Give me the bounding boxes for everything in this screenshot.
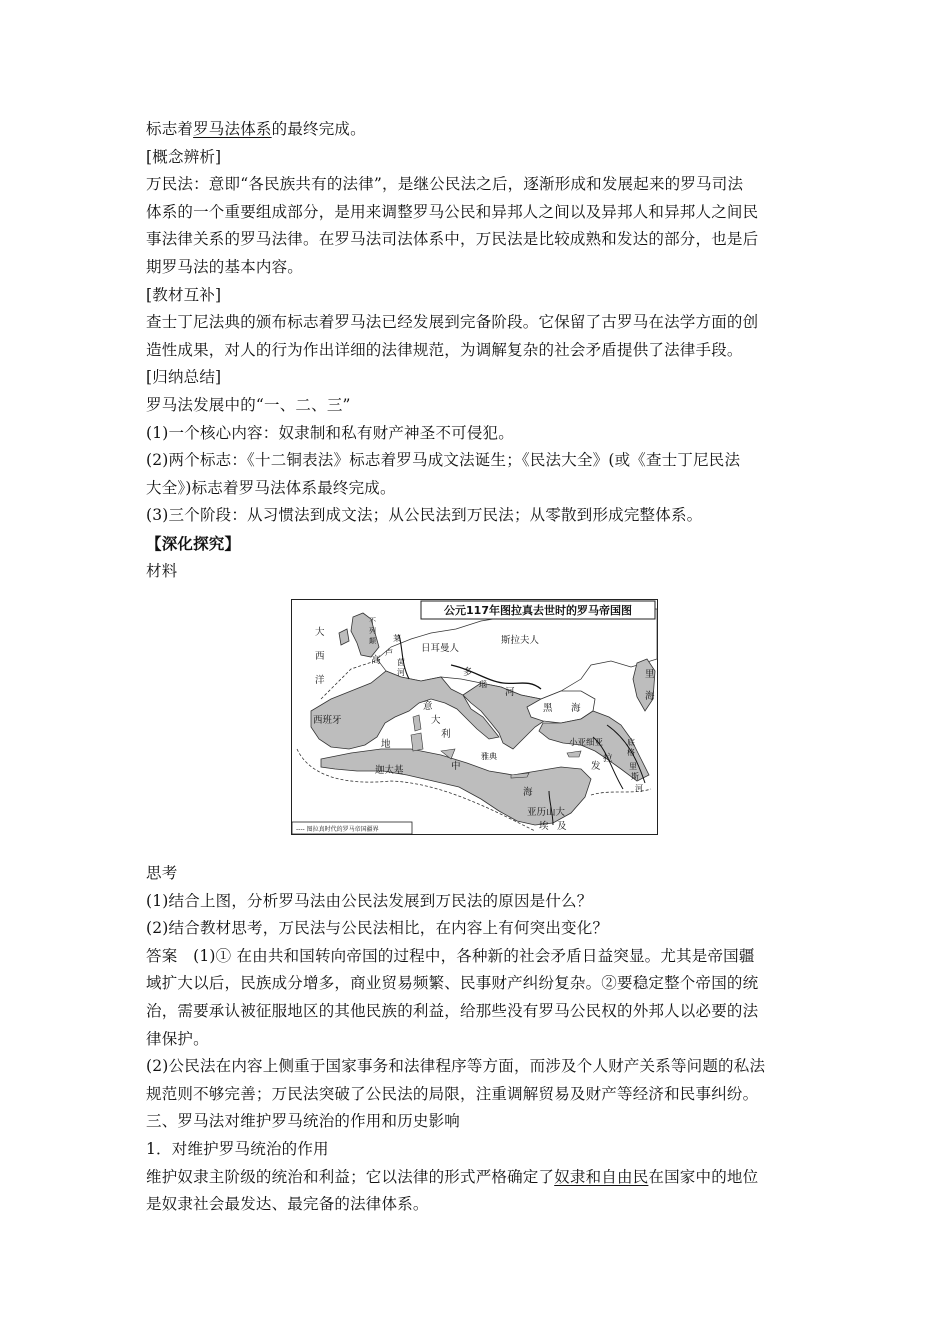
- label-li-caspian: 里: [645, 669, 655, 680]
- label-xi: 西: [315, 651, 325, 662]
- underlined-term: 罗马法体系: [193, 120, 272, 138]
- label-lie: 列: [369, 627, 376, 635]
- label-hai-caspian: 海: [645, 691, 655, 702]
- label-nao: 瑙: [479, 680, 487, 689]
- text-span: 标志着: [146, 120, 194, 138]
- map-title: 公元117年图拉真去世时的罗马帝国图: [444, 604, 632, 617]
- text-line: (1)一个核心内容：奴隶制和私有财产神圣不可侵犯。: [146, 423, 514, 442]
- label-he-rhine: 河: [397, 668, 405, 677]
- label-silafuren: 斯拉夫人: [501, 635, 540, 646]
- question-1: (1)结合上图，分析罗马法由公民法发展到万民法的原因是什么？: [146, 891, 593, 910]
- label-lai: 莱: [393, 634, 401, 643]
- map-svg: [291, 599, 658, 835]
- label-bu: 不: [369, 617, 376, 625]
- answer-line: 规范则不够完善；万民法突破了公民法的局限，注重调解贸易及财产等经济和民事纠纷。: [146, 1084, 759, 1103]
- label-di: 地: [381, 739, 391, 750]
- answer-line: 治，需要承认被征服地区的其他民族的利益，给那些没有罗马公民权的外邦人以必要的法: [146, 1002, 759, 1021]
- label-da: 大: [315, 627, 325, 638]
- label-yadian: 雅典: [481, 752, 497, 761]
- text-line: 查士丁尼法典的颁布标志着罗马法已经发展到完备阶段。它保留了古罗马在法学方面的创: [146, 313, 759, 332]
- text-line: 大全》)标志着罗马法体系最终完成。: [146, 478, 396, 497]
- label-ji: 及: [557, 821, 567, 832]
- section-heading-deep: 【深化探究】: [146, 533, 241, 553]
- label-yang: 洋: [315, 675, 325, 686]
- text-line: 造性成果，对人的行为作出详细的法律规范，为调解复杂的社会矛盾提供了法律手段。: [146, 340, 743, 359]
- label-he-danube: 河: [505, 687, 515, 698]
- label-hai-black: 海: [571, 703, 581, 714]
- label-di-tigris: 底: [627, 738, 635, 747]
- question-2: (2)结合教材思考，万民法与公民法相比，在内容上有何突出变化？: [146, 919, 609, 938]
- sardinia: [411, 733, 423, 751]
- text-line: (3)三个阶段：从习惯法到成文法；从公民法到万民法；从零散到形成完整体系。: [146, 506, 703, 525]
- label-xiaoyaxiya: 小亚细亚: [569, 738, 604, 748]
- answer-line: 律保护。: [146, 1029, 209, 1048]
- label-la: 拉: [603, 753, 613, 764]
- text-line: 体系的一个重要组成部分，是用来调整罗马公民和异邦人之间以及异邦人和异邦人之间民: [146, 202, 759, 221]
- text-span: 在国家中的地位: [648, 1167, 759, 1186]
- text-line: 期罗马法的基本内容。: [146, 257, 304, 276]
- map-legend: ---- 图拉真时代的罗马帝国疆界: [296, 826, 379, 833]
- material-label: 材料: [146, 561, 178, 580]
- text-line: 罗马法发展中的“一、二、三”: [146, 395, 351, 414]
- label-si: 斯: [631, 772, 639, 781]
- text-span: 维护奴隶主阶级的统治和利益；它以法律的形式严格确定了: [146, 1167, 555, 1186]
- label-li-italy: 利: [441, 729, 451, 740]
- section-heading-3: 三、罗马法对维护罗马统治的作用和历史影响: [146, 1112, 461, 1131]
- label-ai: 埃: [539, 821, 549, 832]
- label-he-tigris: 河: [635, 784, 643, 793]
- label-dian: 颠: [369, 637, 376, 645]
- label-hei: 黑: [543, 703, 553, 714]
- text-line: [146, 116, 811, 144]
- label-gao: 高: [371, 655, 381, 666]
- section-heading-concept: [概念辨析]: [146, 147, 222, 166]
- underlined-term: 奴隶和自由民: [554, 1167, 649, 1186]
- section-heading-supplement: [教材互补]: [146, 285, 222, 304]
- label-fa: 发: [591, 761, 601, 772]
- label-zhong: 中: [451, 761, 461, 772]
- text-span: 的最终完成。: [271, 120, 366, 138]
- answer-line: 域扩大以后，民族成分增多，商业贸易频繁、民事财产纠纷复杂。②要稳定整个帝国的统: [146, 974, 759, 993]
- label-yin: 茵: [397, 658, 405, 667]
- text-line: 是奴隶社会最发达、最完备的法律体系。: [146, 1195, 429, 1214]
- label-yalishanda: 亚历山大: [527, 807, 566, 818]
- label-li-tigris: 里: [629, 762, 637, 771]
- section-heading-summary: [归纳总结]: [146, 368, 222, 387]
- label-ge: 格: [627, 748, 635, 757]
- label-yi: 意: [423, 701, 433, 712]
- label-da-italy: 大: [431, 715, 441, 726]
- text-line: 事法律关系的罗马法律。在罗马法司法体系中，万民法是比较成熟和发达的部分，也是后: [146, 230, 759, 249]
- text-line: [146, 1164, 811, 1192]
- subsection-heading: 1．对维护罗马统治的作用: [146, 1140, 329, 1159]
- answer-line: (2)公民法在内容上侧重于国家事务和法律程序等方面，而涉及个人财产关系等问题的私法: [146, 1057, 766, 1076]
- text-line: (2)两个标志：《十二铜表法》标志着罗马成文法诞生；《民法大全》(或《查士丁尼民法: [146, 451, 741, 470]
- label-hai-med: 海: [523, 787, 533, 798]
- label-lu: 卢: [385, 648, 393, 657]
- text-line: 万民法：意即“各民族共有的法律”，是继公民法之后，逐渐形成和发展起来的罗马司法: [146, 175, 744, 194]
- label-xibanya: 西班牙: [313, 715, 342, 726]
- label-duo: 多: [463, 667, 473, 678]
- answer-line: 答案 (1)① 在由共和国转向帝国的过程中，各种新的社会矛盾日益突显。尤其是帝国疆: [146, 946, 755, 965]
- label-riermanren: 日耳曼人: [421, 643, 460, 654]
- think-heading: 思考: [146, 864, 178, 883]
- roman-empire-map: [291, 599, 658, 835]
- label-jiataiji: 迦太基: [375, 765, 404, 776]
